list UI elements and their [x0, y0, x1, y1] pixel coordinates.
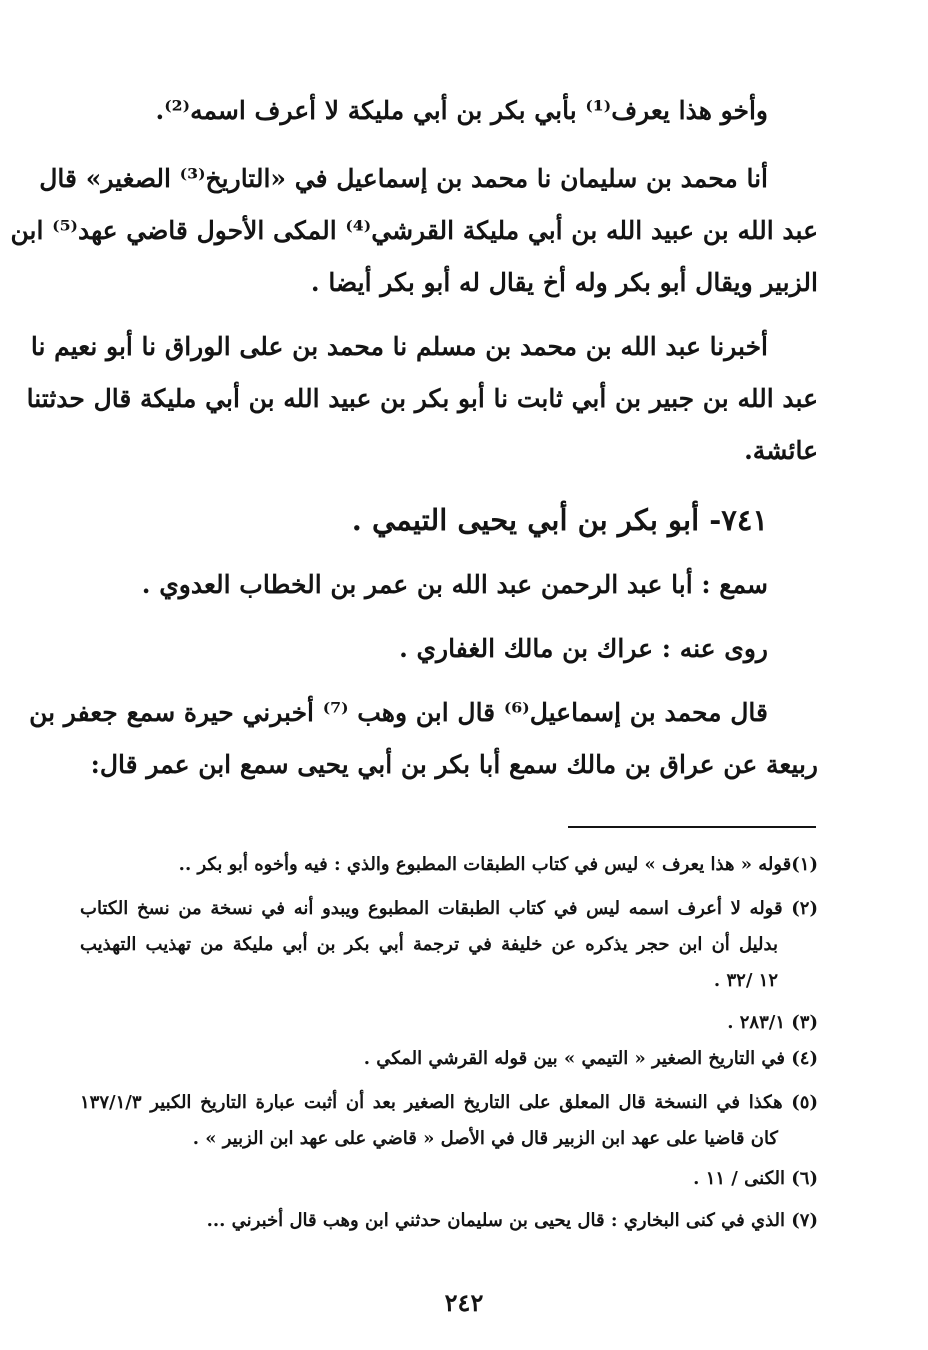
footnote-7: (٧) الذي في كنى البخاري : قال يحيى بن سليمان حدثني ابن وهب قال أخبرني ... [206, 1210, 818, 1231]
body-line-1: وأخو هذا يعرف⁽¹⁾ بأبي بكر بن أبي مليكة لا أعرف اسمه⁽²⁾. [155, 96, 768, 125]
body-line-2: أنا محمد بن سليمان نا محمد بن إسماعيل في «التاريخ⁽³⁾ الصغير» قال [39, 164, 768, 193]
footnote-divider [568, 826, 816, 828]
footnote-6: (٦) الكنى / ١١ . [693, 1168, 818, 1189]
body-line-7: عائشة. [744, 436, 818, 465]
footnote-4: (٤) في التاريخ الصغير « التيمي » بين قوله القرشي المكي . [363, 1048, 818, 1069]
page-number: ٢٤٢ [444, 1288, 484, 1317]
footnote-2-cont-2: ١٢ /٣٢ . [713, 970, 778, 991]
entry-heading: ٧٤١- أبو بكر بن أبي يحيى التيمي . [351, 503, 768, 537]
footnote-2: (٢) قوله لا أعرف اسمه ليس في كتاب الطبقات المطبوع ويبدو أنه في نسخة من نسخ الكتاب [80, 898, 818, 919]
entry-line-3: قال محمد بن إسماعيل⁽⁶⁾ قال ابن وهب ⁽⁷⁾ أخبرني حيرة سمع جعفر بن [29, 698, 768, 727]
footnote-5-cont: كان قاضيا على عهد ابن الزبير قال في الأصل « قاضي على عهد ابن الزبير » . [192, 1128, 778, 1149]
entry-line-4: ربيعة عن عراق بن مالك سمع أبا بكر بن أبي يحيى سمع ابن عمر قال: [90, 750, 818, 779]
body-line-5: أخبرنا عبد الله بن محمد بن مسلم نا محمد بن على الوراق نا أبو نعيم نا [30, 332, 768, 361]
footnote-1: (١)قوله « هذا يعرف » ليس في كتاب الطبقات المطبوع والذي : فيه وأخوه أبو بكر .. [178, 854, 818, 875]
body-line-3: عبد الله بن عبيد الله بن أبي مليكة القرشي⁽⁴⁾ المكى الأحول قاضي عهد⁽⁵⁾ ابن [10, 216, 818, 245]
footnote-3: (٣) ٢٨٣/١ . [727, 1012, 818, 1033]
footnote-2-cont-1: بدليل أن ابن حجر يذكره عن خليفة في ترجمة أبي بكر بن أبي مليكة من تهذيب التهذيب [80, 934, 778, 955]
entry-line-1: سمع : أبا عبد الرحمن عبد الله بن عمر بن الخطاب العدوي . [141, 570, 768, 599]
entry-line-2: روى عنه : عراك بن مالك الغفاري . [399, 634, 768, 663]
footnote-5: (٥) هكذا في النسخة قال المعلق على التاريخ الصغير بعد أن أثبت عبارة التاريخ الكبير ١٣٧/١/٣ [80, 1092, 818, 1113]
body-line-6: عبد الله بن جبير بن أبي ثابت نا أبو بكر بن عبيد الله بن أبي مليكة قال حدثتنا [26, 384, 818, 413]
body-line-4: الزبير ويقال أبو بكر وله أخ يقال له أبو بكر أيضا . [310, 268, 818, 297]
